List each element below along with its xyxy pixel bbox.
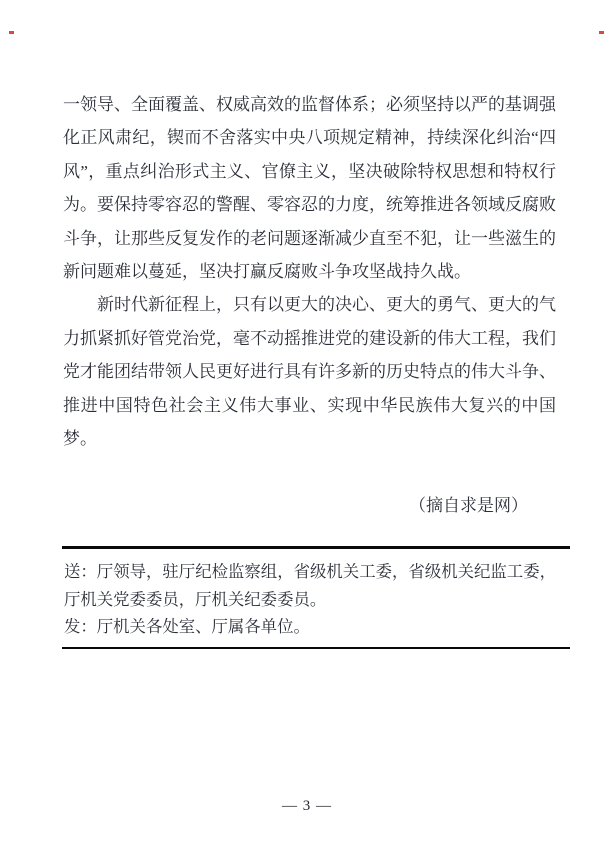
issue-to-line: 发：厅机关各处室、厅属各单位。: [64, 617, 310, 637]
page-number: — 3 —: [282, 798, 332, 814]
scan-artifact-mark-left: [9, 31, 14, 34]
citation-source-line: （摘自求是网）: [409, 495, 528, 515]
document-body: [63, 88, 556, 522]
distribution-block: [62, 546, 570, 649]
send-to-line: 送：厅领导，驻厅纪检监察组，省级机关工委，省级机关纪监工委，厅机关党委委员，厅机关纪委委员。: [64, 562, 556, 609]
paragraph-new-era: 新时代新征程上，只有以更大的决心、更大的勇气、更大的气力抓紧抓好管党治党，毫不动摇推进党的建设新的伟大工程，我们党才能团结带领人民更好进行具有许多新的历史特点的伟大斗争、推进中国特色社会主义伟大事业、实现中华民族伟大复兴的中国梦。: [63, 295, 556, 449]
scan-artifact-mark-right: [599, 31, 604, 34]
paragraph-anticorruption: 一领导、全面覆盖、权威高效的监督体系；必须坚持以严的基调强化正风肃纪，锲而不舍落实中央八项规定精神，持续深化纠治“四风”，重点纠治形式主义、官僚主义，坚决破除特权思想和特权行为。要保持零容忍的警醒、零容忍的力度，统筹推进各领域反腐败斗争，让那些反复发作的老问题逐渐减少直至不犯，让一些滋生的新问题难以蔓延，坚决打赢反腐败斗争攻坚战持久战。: [63, 95, 556, 282]
